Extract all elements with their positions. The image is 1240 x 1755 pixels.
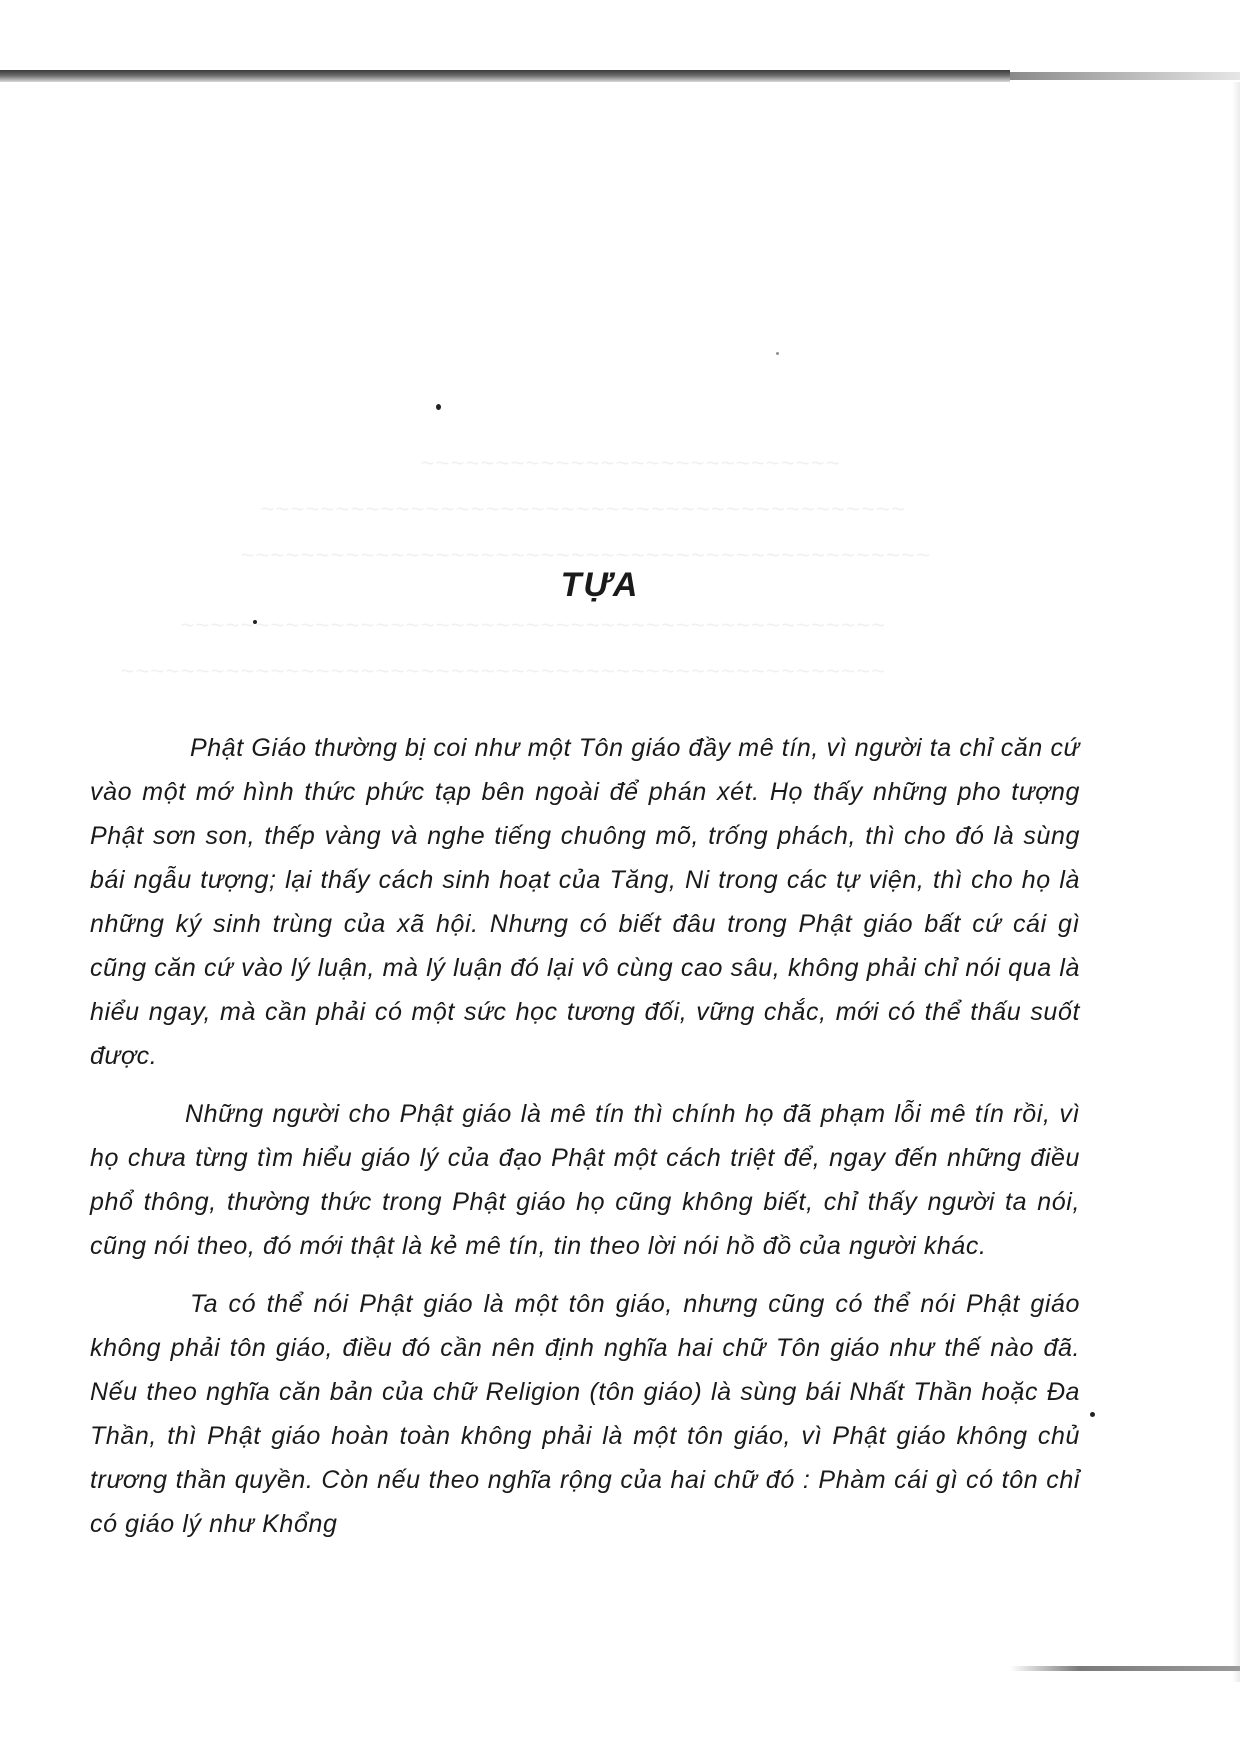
page-title: TỰA (560, 566, 640, 604)
scan-edge-bottom (1010, 1666, 1240, 1671)
paragraph-2: Những người cho Phật giáo là mê tín thì chính họ đã phạm lỗi mê tín rồi, vì họ chưa từng tìm hiểu giáo lý của đạo Phật một cách triệt để, ngay đến những điều phổ thông, thường thức trong Phật giáo họ cũng không biết, chỉ thấy người ta nói, cũng nói theo, đó mới thật là kẻ mê tín, tin theo lời nói hồ đồ của người khác. (90, 1100, 1080, 1260)
bleed-through-text: ~~~~~~~~~~~~~~~~~~~~~~~~~~~~~~~~~~~~~~~~~~~~~~ (240, 542, 931, 569)
body-text (90, 726, 1080, 1560)
bleed-through-text: ~~~~~~~~~~~~~~~~~~~~~~~~~~~~ (420, 450, 841, 477)
paragraph-3: Ta có thể nói Phật giáo là một tôn giáo, nhưng cũng có thể nói Phật giáo không phải tôn giáo, điều đó cần nên định nghĩa hai chữ Tôn giáo như thế nào đã. Nếu theo nghĩa căn bản của chữ Religion (tôn giáo) là sùng bái Nhất Thần hoặc Đa Thần, thì Phật giáo hoàn toàn không phải là một tôn giáo, vì Phật giáo không chủ trương thần quyền. Còn nếu theo nghĩa rộng của hai chữ đó : Phàm cái gì có tôn chỉ có giáo lý như Khổng (90, 1290, 1080, 1538)
scan-edge-right (1232, 82, 1240, 1682)
bleed-through-text: ~~~~~~~~~~~~~~~~~~~~~~~~~~~~~~~~~~~~~~~~~~~ (260, 496, 906, 523)
scan-edge-top-fade (1010, 72, 1240, 80)
paragraph-1: Phật Giáo thường bị coi như một Tôn giáo đầy mê tín, vì người ta chỉ căn cứ vào một mớ hình thức phức tạp bên ngoài để phán xét. Họ thấy những pho tượng Phật sơn son, thếp vàng và nghe tiếng chuông mõ, trống phách, thì cho đó là sùng bái ngẫu tượng; lại thấy cách sinh hoạt của Tăng, Ni trong các tự viện, thì cho họ là những ký sinh trùng của xã hội. Nhưng có biết đâu trong Phật giáo bất cứ cái gì cũng căn cứ vào lý luận, mà lý luận đó lại vô cùng cao sâu, không phải chỉ nói qua là hiểu ngay, mà cần phải có một sức học tương đối, vững chắc, mới có thể thấu suốt được. (90, 734, 1080, 1070)
scan-edge-top (0, 70, 1010, 82)
bleed-through-text: ~~~~~~~~~~~~~~~~~~~~~~~~~~~~~~~~~~~~~~~~~~~~~~~ (180, 612, 886, 639)
bleed-through-text: ~~~~~~~~~~~~~~~~~~~~~~~~~~~~~~~~~~~~~~~~~~~~~~~~~~~ (120, 658, 886, 685)
scan-speck (1090, 1412, 1095, 1417)
scan-speck (436, 404, 441, 410)
scan-speck (776, 352, 779, 355)
